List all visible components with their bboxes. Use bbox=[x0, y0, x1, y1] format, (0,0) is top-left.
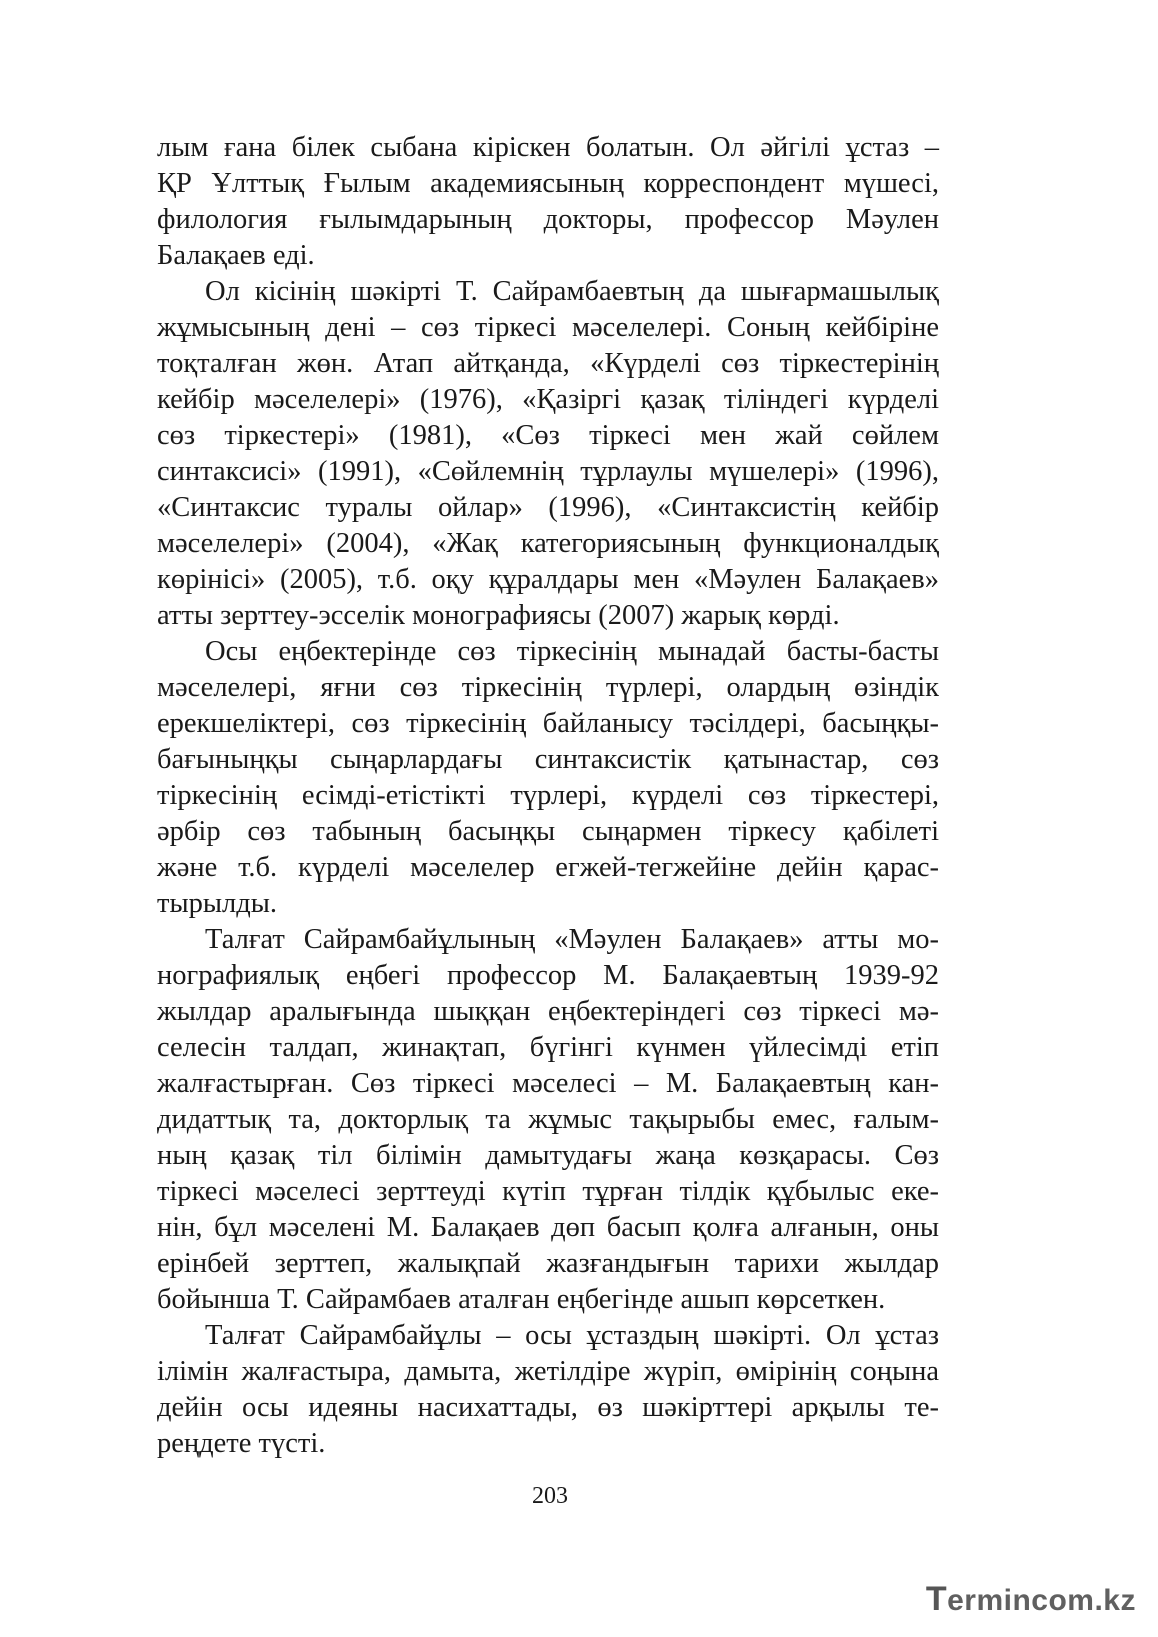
text-line: филология ғылымдарының докторы, профессор Мәулен bbox=[157, 204, 939, 235]
text-line: ның қазақ тіл білімін дамытудағы жаңа көзқарасы. Сөз bbox=[157, 1140, 939, 1171]
watermark-logo bbox=[926, 1581, 1136, 1619]
text-line: Осы еңбектерінде сөз тіркесінің мынадай басты-басты bbox=[205, 636, 939, 667]
text-line: ҚР Ұлттық Ғылым академиясының корреспондент мүшесі, bbox=[157, 168, 939, 199]
watermark-text: ermincom.kz bbox=[947, 1584, 1136, 1617]
text-line: Талғат Сайрамбайұлының «Мәулен Балақаев» атты мо- bbox=[205, 924, 939, 955]
text-line: ілімін жалғастыра, дамыта, жетілдіре жүріп, өмірінің соңына bbox=[157, 1356, 939, 1387]
text-line: Ол кісінің шәкірті Т. Сайрамбаевтың да шығармашылық bbox=[205, 276, 939, 307]
text-line: тоқталған жөн. Атап айтқанда, «Күрделі сөз тіркестерінің bbox=[157, 348, 939, 379]
text-line: кейбір мәселелері» (1976), «Қазіргі қазақ тіліндегі күрделі bbox=[157, 384, 939, 415]
text-line: Балақаев еді. bbox=[157, 240, 315, 271]
text-line: және т.б. күрделі мәселелер егжей-тегжейіне дейін қарас- bbox=[157, 852, 939, 883]
text-line: «Синтаксис туралы ойлар» (1996), «Синтаксистің кейбір bbox=[157, 492, 939, 523]
text-line: көрінісі» (2005), т.б. оқу құралдары мен «Мәулен Балақаев» bbox=[157, 564, 939, 595]
text-line: селесін талдап, жинақтап, бүгінгі күнмен үйлесімді етіп bbox=[157, 1032, 939, 1063]
text-line: әрбір сөз табының басыңқы сыңармен тіркесу қабілеті bbox=[157, 816, 939, 847]
text-line: синтаксисі» (1991), «Сөйлемнің тұрлаулы мүшелері» (1996), bbox=[157, 456, 939, 487]
text-line: атты зерттеу-эсселік монографиясы (2007) жарық көрді. bbox=[157, 600, 840, 631]
text-line: жалғастырған. Сөз тіркесі мәселесі – М. Балақаевтың кан- bbox=[157, 1068, 939, 1099]
text-line: жылдар аралығында шыққан еңбектеріндегі сөз тіркесі мә- bbox=[157, 996, 939, 1027]
page-number: 203 bbox=[532, 1483, 568, 1509]
text-line: мәселелері, яғни сөз тіркесінің түрлері, олардың өзіндік bbox=[157, 672, 939, 703]
text-line: бойынша Т. Сайрамбаев аталған еңбегінде ашып көрсеткен. bbox=[157, 1284, 886, 1315]
text-line: нографиялық еңбегі профессор М. Балақаевтың 1939-92 bbox=[157, 960, 939, 991]
text-line: тіркесінің есімді-етістікті түрлері, күрделі сөз тіркестері, bbox=[157, 780, 939, 811]
text-line: дейін осы идеяны насихаттады, өз шәкірттері арқылы те- bbox=[157, 1392, 939, 1423]
watermark-initial: T bbox=[925, 1580, 948, 1618]
text-line: тырылды. bbox=[157, 888, 277, 919]
text-line: ерінбей зерттеп, жалықпай жазғандығын тарихи жылдар bbox=[157, 1248, 939, 1279]
text-line: жұмысының дені – сөз тіркесі мәселелері. Соның кейбіріне bbox=[157, 312, 939, 343]
text-line: ерекшеліктері, сөз тіркесінің байланысу тәсілдері, басыңқы- bbox=[157, 708, 939, 739]
text-line: нін, бұл мәселені М. Балақаев дөп басып қолға алғанын, оны bbox=[157, 1212, 939, 1243]
text-line: дидаттық та, докторлық та жұмыс тақырыбы емес, ғалым- bbox=[157, 1104, 939, 1135]
text-line: реңдете түсті. bbox=[157, 1428, 326, 1459]
text-line: Талғат Сайрамбайұлы – осы ұстаздың шәкірті. Ол ұстаз bbox=[205, 1320, 939, 1351]
text-line: лым ғана білек сыбана кіріскен болатын. Ол әйгілі ұстаз – bbox=[157, 132, 939, 163]
text-line: тіркесі мәселесі зерттеуді күтіп тұрған тілдік құбылыс еке- bbox=[157, 1176, 939, 1207]
text-line: мәселелері» (2004), «Жақ категориясының функционалдық bbox=[157, 528, 939, 559]
text-line: бағыныңқы сыңарлардағы синтаксистік қатынастар, сөз bbox=[157, 744, 939, 775]
text-line: сөз тіркестері» (1981), «Сөз тіркесі мен жай сөйлем bbox=[157, 420, 939, 451]
